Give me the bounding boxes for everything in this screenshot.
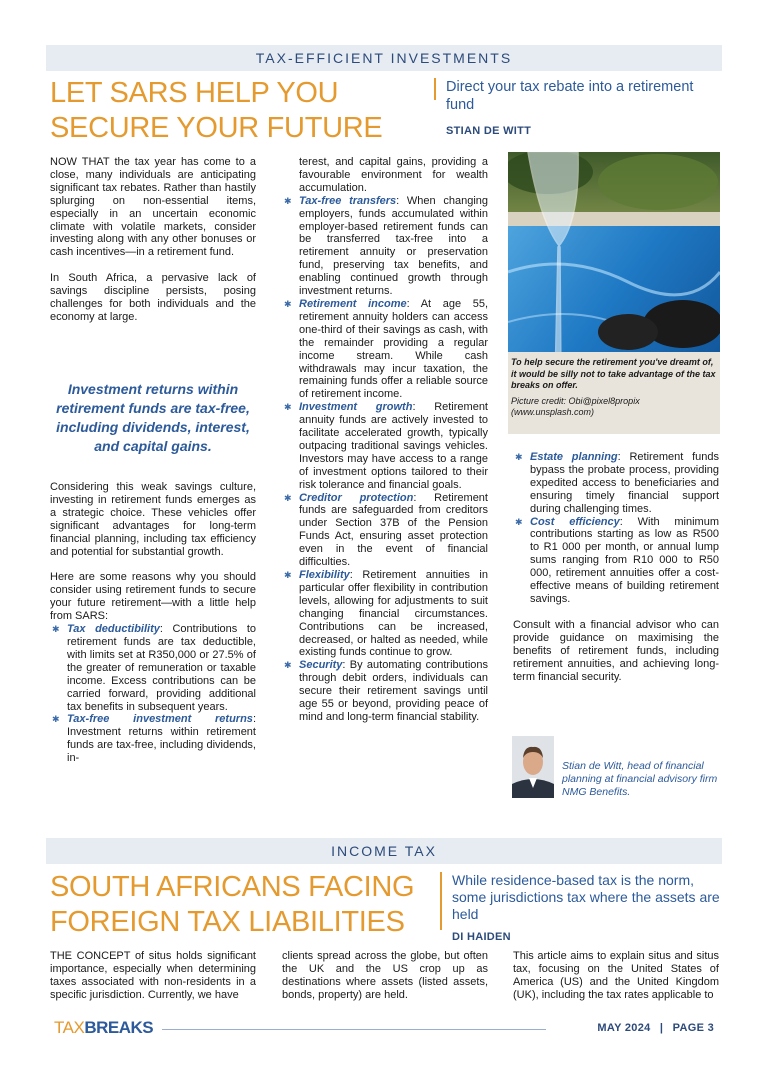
paragraph: Considering this weak savings culture, investing in retirement funds emerges as a strategic choice. These vehicles offer significant advantages for long-term financial planning, including tax efficiency and potential for substantial growth. bbox=[50, 481, 256, 558]
list-item bbox=[282, 659, 488, 724]
bullet-icon: ✱ bbox=[52, 714, 60, 725]
photo-credit-url: (www.unsplash.com) bbox=[511, 407, 595, 417]
list-item bbox=[282, 195, 488, 298]
list-term: Security bbox=[299, 659, 343, 672]
page-number: PAGE 3 bbox=[672, 1022, 714, 1034]
list-text: : Retirement annuities in particular offer flexibility in contribution levels, allowing for adjustments to suit changing financial circumstances. Contributions can be increased, decreased, or halted as needed, while existing funds continue to grow. bbox=[299, 569, 488, 659]
pull-quote: Investment returns within retirement funds are tax-free, including dividends, interest, and capital gains. bbox=[56, 381, 250, 454]
bullet-icon: ✱ bbox=[284, 195, 292, 206]
bullet-icon: ✱ bbox=[284, 492, 292, 503]
list-text: : At age 55, retirement annuity holders can access one-third of their savings as cash, with the remainder providing a regular income stream. While cash withdrawals may incur taxation, the remaining funds offer a reliable source of retirement income. bbox=[299, 297, 488, 401]
photo-credit: Picture credit: Obi@pixel8propix bbox=[511, 395, 640, 406]
article1-column-2 bbox=[282, 156, 488, 724]
deck: Direct your tax rebate into a retirement fund bbox=[434, 78, 724, 100]
bullet-icon: ✱ bbox=[284, 402, 292, 413]
bullet-icon: ✱ bbox=[515, 516, 523, 527]
issue-date: MAY 2024 bbox=[597, 1022, 651, 1034]
list-item bbox=[282, 401, 488, 491]
article2-column-2: clients spread across the globe, but often the UK and the US crop up as destinations where assets (listed assets, bonds, property) are held. bbox=[282, 950, 488, 1001]
list-item bbox=[282, 569, 488, 659]
list-text: : Contributions to retirement funds are tax deductible, with limits set at R350,000 or 27.5% of the greater of remuneration or taxable income. Excess contributions can be carried forward, providing additional tax benefits in subsequent years. bbox=[67, 623, 256, 713]
headline-line-2: SECURE YOUR FUTURE bbox=[50, 112, 383, 144]
brand-tax: TAX bbox=[54, 1018, 85, 1037]
footer-separator: | bbox=[659, 1022, 664, 1034]
list-term: Tax-free transfers bbox=[299, 194, 397, 207]
author-portrait-image bbox=[512, 736, 554, 798]
bullet-icon: ✱ bbox=[52, 624, 60, 635]
headline-line-1: LET SARS HELP YOU bbox=[50, 77, 339, 109]
list-text: : Investment returns within retirement funds are tax-free, including dividends, in- bbox=[67, 713, 256, 765]
article2-column-1: THE CONCEPT of situs holds significant importance, especially when determining taxes associated with non-residents in a specific jurisdiction. Currently, we have bbox=[50, 950, 256, 1001]
bullet-icon: ✱ bbox=[515, 452, 523, 462]
list-text: : Retirement funds bypass the probate process, providing expedited access to beneficiaries and ensuring timely financial support during challenging times. bbox=[530, 451, 719, 515]
headline bbox=[50, 870, 414, 940]
list-item bbox=[513, 451, 719, 516]
list-term: Creditor protection bbox=[299, 491, 414, 504]
paragraph: Consult with a financial advisor who can provide guidance on maximising the benefits of retirement funds, including retirement annuities, and achieving long-term financial security. bbox=[513, 618, 719, 683]
bullet-list bbox=[50, 623, 256, 765]
byline: DI HAIDEN bbox=[452, 931, 511, 943]
paragraph: NOW THAT the tax year has come to a close, many individuals are anticipating significant tax rebates. Rather than hastily splurging on non-essential items, especially in an uncertain economic climate with volatile markets, consider investing along with any other bonuses or cash incentives—in a retirement fund. bbox=[50, 156, 256, 259]
paragraph: In South Africa, a pervasive lack of savings discipline persists, posing challenges for both individuals and the economy at large. bbox=[50, 272, 256, 323]
brand-breaks: BREAKS bbox=[84, 1018, 154, 1037]
headline-line-1: SOUTH AFRICANS FACING bbox=[50, 871, 415, 903]
list-item bbox=[50, 623, 256, 713]
bullet-icon: ✱ bbox=[284, 570, 292, 580]
list-text: : With minimum contributions starting as low as R500 to R1 000 per month, or annual lump sums ranging from R10 000 to R50 000, retirement annuities offer a cost-effective means of building retirement savings. bbox=[530, 515, 719, 605]
list-item bbox=[50, 713, 256, 765]
article2-column-3: This article aims to explain situs and situs tax, focusing on the United States of America (US) and the United Kingdom (UK), including the tax rates applicable to bbox=[513, 950, 719, 1001]
deck bbox=[440, 872, 724, 943]
headline bbox=[50, 76, 382, 146]
list-text: : When changing employers, funds accumulated within employer-based retirement funds can be transferred tax-free into a retirement annuity or preservation fund, preserving tax benefits, and enabling continued growth through investment returns. bbox=[299, 194, 488, 298]
bullet-list bbox=[513, 451, 719, 606]
bullet-icon: ✱ bbox=[284, 660, 292, 671]
list-term: Flexibility bbox=[299, 569, 350, 581]
article1-column-1-lower bbox=[50, 481, 256, 765]
list-text: : Retirement funds are safeguarded from creditors under Section 37B of the Pension Funds Act, ensuring asset protection even in the event of financial difficulties. bbox=[299, 491, 488, 569]
list-item bbox=[282, 298, 488, 401]
footer-divider bbox=[162, 1029, 546, 1030]
footer-page-info bbox=[597, 1022, 714, 1034]
list-item bbox=[513, 516, 719, 606]
section-band-income-tax bbox=[46, 838, 722, 864]
list-text: : Retirement annuity funds are actively invested to facilitate accelerated growth, typically outpacing traditional savings vehicles. Investors may have access to a range of investment options tailored to their risk tolerance and financial goals. bbox=[299, 401, 488, 491]
list-item bbox=[282, 492, 488, 569]
continued-text: terest, and capital gains, providing a favourable environment for wealth accumulation. bbox=[299, 156, 488, 194]
author-photo bbox=[512, 736, 554, 798]
section-band-tax-efficient bbox=[46, 45, 722, 71]
byline: STIAN DE WITT bbox=[446, 125, 532, 137]
bullet-list bbox=[282, 195, 488, 724]
list-term: Estate planning bbox=[530, 451, 618, 463]
article1-column-3 bbox=[513, 451, 719, 696]
paragraph: Here are some reasons why you should consider using retirement funds to secure your future retirement—with a little help from SARS: bbox=[50, 571, 256, 623]
author-caption: Stian de Witt, head of financial planning at financial advisory firm NMG Benefits. bbox=[562, 760, 718, 798]
deck-text: While residence-based tax is the norm, some jurisdictions tax where the assets are held bbox=[452, 872, 720, 922]
list-term: Tax-free investment returns bbox=[67, 713, 253, 726]
list-term: Cost efficiency bbox=[530, 515, 620, 528]
section-label: INCOME TAX bbox=[331, 843, 437, 859]
article1-column-1 bbox=[50, 156, 256, 337]
list-term: Tax deductibility bbox=[67, 623, 160, 636]
footer-brand bbox=[54, 1018, 153, 1038]
list-text: : By automating contributions through debit orders, individuals can secure their retirement savings until age 55 or beyond, providing peace of mind and long-term financial stability. bbox=[299, 659, 488, 723]
section-label: TAX-EFFICIENT INVESTMENTS bbox=[255, 50, 513, 66]
photo-caption: To help secure the retirement you've dreamt of, it would be silly not to take advantage of the tax breaks on offer. bbox=[511, 357, 716, 390]
photo-caption-block bbox=[511, 357, 717, 419]
list-term: Retirement income bbox=[299, 297, 407, 310]
bullet-icon: ✱ bbox=[284, 298, 292, 309]
headline-line-2: FOREIGN TAX LIABILITIES bbox=[50, 906, 405, 938]
footer bbox=[50, 1016, 718, 1042]
list-term: Investment growth bbox=[299, 401, 413, 414]
